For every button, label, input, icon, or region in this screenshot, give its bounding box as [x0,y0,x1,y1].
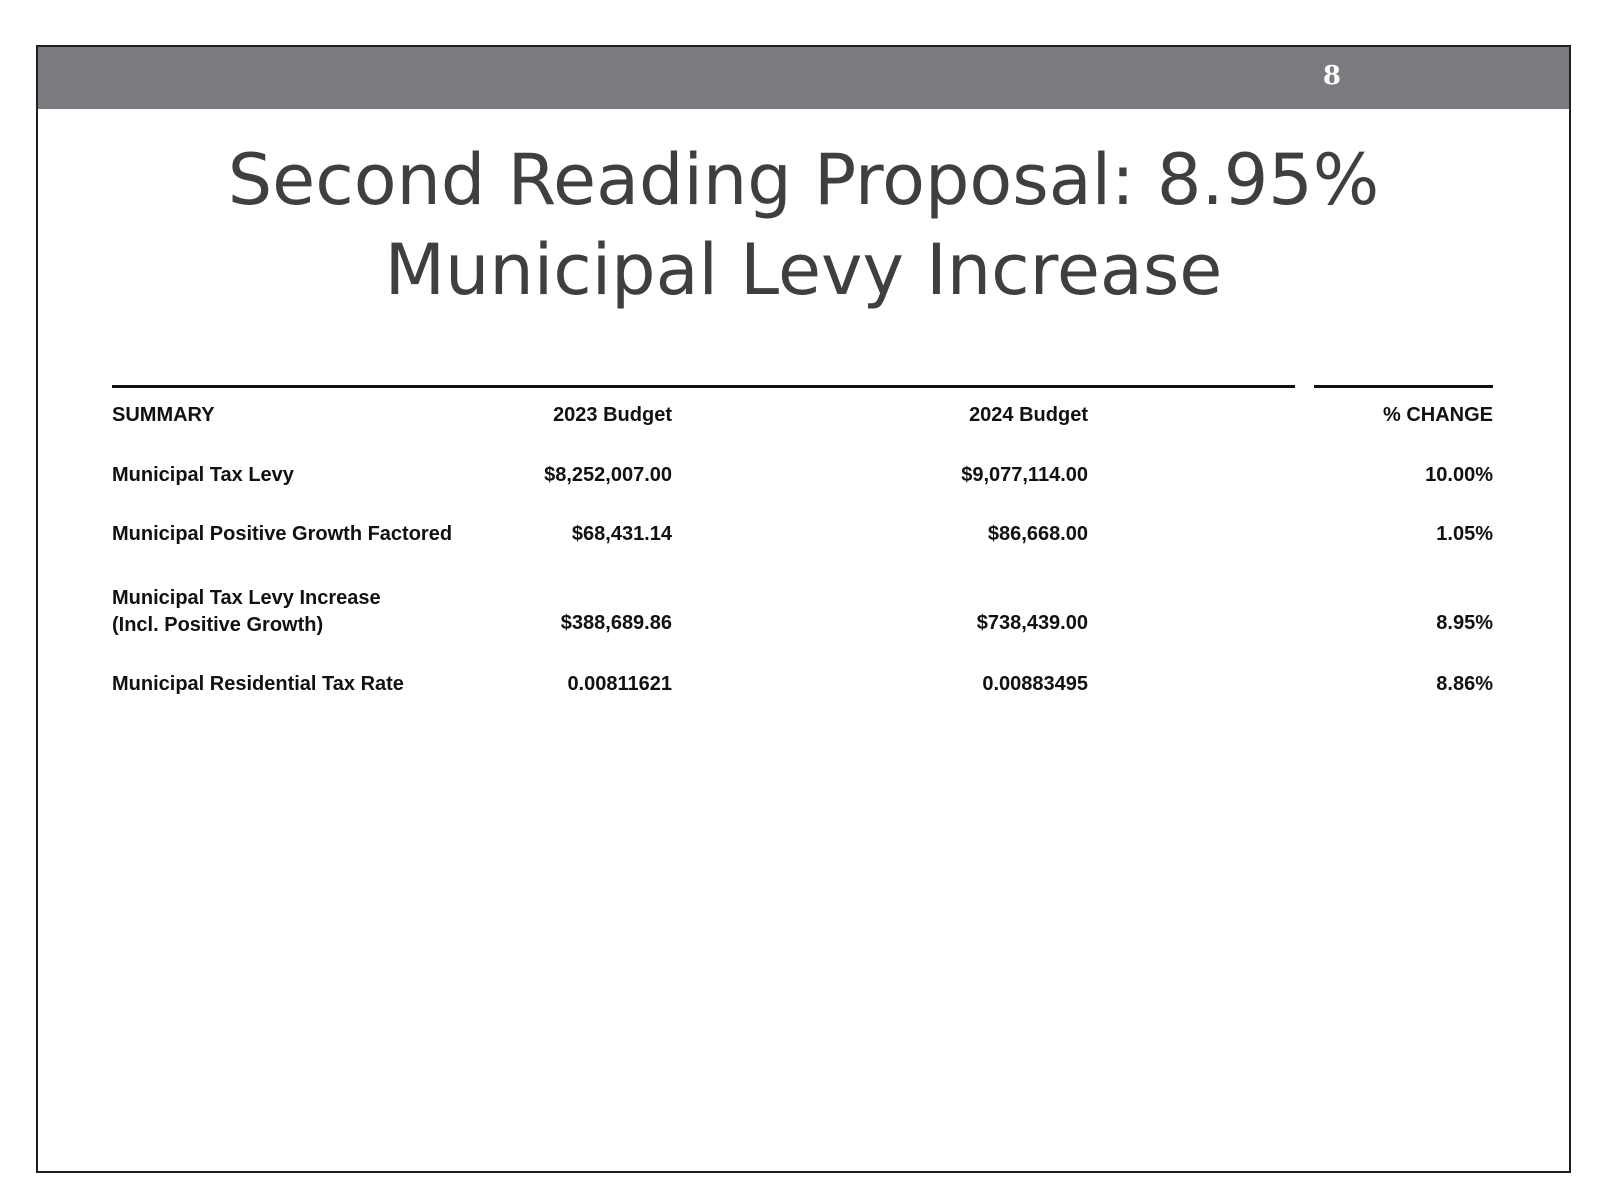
row-label: Municipal Residential Tax Rate [112,673,404,695]
row-2024-value: $738,439.00 [976,612,1088,634]
header-bar [38,47,1569,109]
row-2024-value: $86,668.00 [987,523,1088,545]
title-line-1: Second Reading Proposal: 8.95% [227,139,1380,221]
row-change-value: 8.95% [1436,612,1493,634]
row-label: Municipal Tax Levy [112,464,294,486]
row-label: Municipal Positive Growth Factored [112,523,453,545]
row-label [112,585,381,639]
row-change-value: 1.05% [1436,523,1493,545]
header-2023-budget: 2023 Budget [553,404,672,426]
header-2024-budget: 2024 Budget [969,404,1088,426]
row-2024-value: $9,077,114.00 [961,464,1088,486]
header-percent-change: % CHANGE [1382,404,1493,426]
title-line-2: Municipal Levy Increase [384,229,1223,311]
row-change-value: 10.00% [1425,464,1493,486]
row-label-line-2: (Incl. Positive Growth) [112,614,324,636]
row-2023-value: $68,431.14 [571,523,672,545]
header-summary: SUMMARY [112,404,215,426]
slide [36,45,1571,1173]
page-number: 8 [1322,61,1341,91]
row-label-line-1: Municipal Tax Levy Increase [112,587,381,609]
row-change-value: 8.86% [1436,673,1493,695]
table-rule-change [1314,385,1493,388]
table-rule-main [112,385,1295,388]
row-2023-value: 0.00811621 [567,673,672,695]
row-2023-value: $8,252,007.00 [544,464,672,486]
row-2024-value: 0.00883495 [982,673,1088,695]
slide-title [38,135,1569,315]
row-2023-value: $388,689.86 [560,612,672,634]
